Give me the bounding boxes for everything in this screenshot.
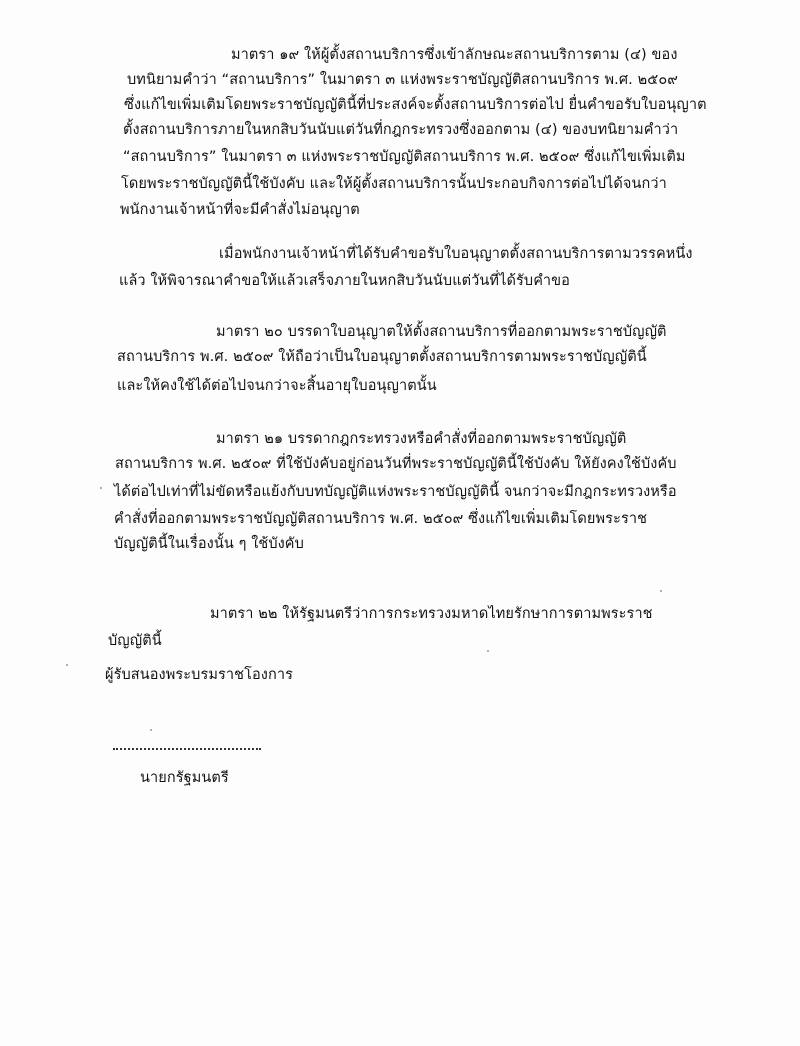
scan-speck <box>150 729 152 731</box>
section-19-para2-line-2: แล้ว ให้พิจารณาคำขอให้แล้วเสร็จภายในหกสิบวันนับแต่วันที่ได้รับคำขอ <box>119 273 570 289</box>
section-19-line-7: พนักงานเจ้าหน้าที่จะมีคำสั่งไม่อนุญาต <box>120 202 360 218</box>
scan-speck <box>100 487 102 489</box>
section-21-line-2: สถานบริการ พ.ศ. ๒๕๐๙ ที่ใช้บังคับอยู่ก่อนวันที่พระราชบัญญัตินี้ใช้บังคับ ให้ยังคงใช้บังคับ <box>115 456 677 472</box>
section-21-line-4: คำสั่งที่ออกตามพระราชบัญญัติสถานบริการ พ.ศ. ๒๕๐๙ ซึ่งแก้ไขเพิ่มเติมโดยพระราช <box>114 511 648 527</box>
countersign-heading: ผู้รับสนองพระบรมราชโองการ <box>105 667 293 683</box>
section-22-line-1: มาตรา ๒๒ ให้รัฐมนตรีว่าการกระทรวงมหาดไทยรักษาการตามพระราช <box>210 606 653 622</box>
section-19-line-5: “สถานบริการ” ในมาตรา ๓ แห่งพระราชบัญญัติสถานบริการ พ.ศ. ๒๕๐๙ ซึ่งแก้ไขเพิ่มเติม <box>123 149 686 165</box>
scan-speck <box>66 664 68 666</box>
section-19-line-4: ตั้งสถานบริการภายในหกสิบวันนับแต่วันที่กฎกระทรวงซึ่งออกตาม (๔) ของบทนิยามคำว่า <box>123 122 679 138</box>
section-19-para2-line-1: เมื่อพนักงานเจ้าหน้าที่ได้รับคำขอรับใบอนุญาตตั้งสถานบริการตามวรรคหนึ่ง <box>219 246 693 262</box>
section-19-line-2: บทนิยามคำว่า “สถานบริการ” ในมาตรา ๓ แห่งพระราชบัญญัติสถานบริการ พ.ศ. ๒๕๐๙ <box>127 72 678 88</box>
section-19-line-1: มาตรา ๑๙ ให้ผู้ตั้งสถานบริการซึ่งเข้าลักษณะสถานบริการตาม (๔) ของ <box>231 47 678 63</box>
section-21-line-5: บัญญัตินี้ในเรื่องนั้น ๆ ใช้บังคับ <box>114 536 304 552</box>
section-19-line-3: ซึ่งแก้ไขเพิ่มเติมโดยพระราชบัญญัตินี้ที่ประสงค์จะตั้งสถานบริการต่อไป ยื่นคำขอรับใบอนุญาต <box>124 97 707 113</box>
section-21-line-3: ได้ต่อไปเท่าที่ไม่ขัดหรือแย้งกับบทบัญญัติแห่งพระราชบัญญัตินี้ จนกว่าจะมีกฎกระทรวงหรือ <box>114 484 677 500</box>
section-20-line-1: มาตรา ๒๐ บรรดาใบอนุญาตให้ตั้งสถานบริการที่ออกตามพระราชบัญญัติ <box>216 324 667 340</box>
section-20-line-3: และให้คงใช้ได้ต่อไปจนกว่าจะสิ้นอายุใบอนุญาตนั้น <box>117 378 437 394</box>
scan-speck <box>487 650 489 652</box>
signature-dotted-line <box>113 748 261 750</box>
section-22-line-2: บัญญัตินี้ <box>108 633 162 649</box>
scan-speck <box>660 590 662 592</box>
countersign-title: นายกรัฐมนตรี <box>140 770 229 786</box>
section-20-line-2: สถานบริการ พ.ศ. ๒๕๐๙ ให้ถือว่าเป็นใบอนุญาตตั้งสถานบริการตามพระราชบัญญัตินี้ <box>117 349 647 365</box>
section-19-line-6: โดยพระราชบัญญัตินี้ใช้บังคับ และให้ผู้ตั้งสถานบริการนั้นประกอบกิจการต่อไปได้จนกว่า <box>121 176 667 192</box>
section-21-line-1: มาตรา ๒๑ บรรดากฎกระทรวงหรือคำสั่งที่ออกตามพระราชบัญญัติ <box>216 431 627 447</box>
